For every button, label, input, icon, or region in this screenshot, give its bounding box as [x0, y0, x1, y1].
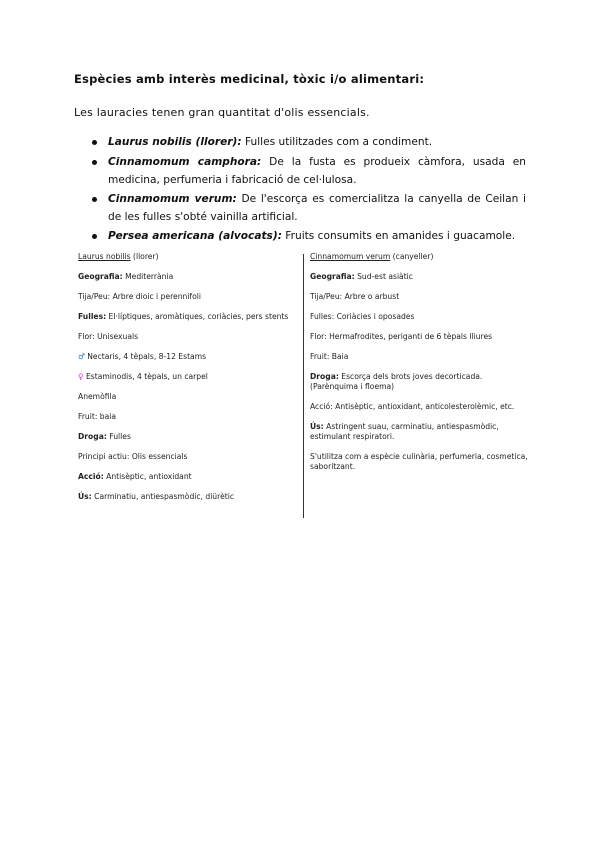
table-row [78, 352, 300, 362]
species-name [108, 136, 242, 148]
cinnamomum-column [310, 252, 528, 472]
bullet-icon [92, 160, 97, 165]
male-symbol-icon: ♂ [78, 352, 85, 361]
column-title [78, 252, 300, 262]
intro-paragraph: Les lauracies tenen gran quantitat d'olis essencials. [74, 106, 370, 119]
table-row [78, 472, 300, 482]
row-text: Nectaris, 4 tèpals, 8-12 Estams [84, 352, 207, 361]
row-text: Flor: Unisexuals [78, 332, 139, 341]
species-name-text: Persea americana (alvocats): [108, 229, 282, 242]
row-text: Tija/Peu: Arbre o arbust [310, 292, 400, 301]
row-text: Fulles [106, 432, 131, 441]
table-row [78, 292, 300, 302]
species-name-text: Cinnamomum camphora: [108, 155, 262, 168]
row-text: Antisèptic, antioxidant [103, 472, 192, 481]
table-row [78, 452, 300, 462]
table-row [310, 292, 528, 302]
row-text: Sud-est asiàtic [354, 272, 413, 281]
column-title-name: Laurus nobilis [78, 252, 131, 261]
table-row [78, 372, 300, 382]
species-name [108, 230, 282, 242]
row-text: Fruit: baia [78, 412, 117, 421]
species-name-text: Laurus nobilis (llorer): [108, 136, 242, 148]
list-item [92, 153, 526, 190]
table-row [78, 312, 300, 322]
bullet-icon [92, 234, 97, 239]
row-label: Ús: [78, 492, 92, 501]
table-row [310, 452, 528, 472]
table-row [310, 332, 528, 342]
row-text: Mediterrània [122, 272, 174, 281]
table-row [310, 372, 528, 392]
column-divider [303, 254, 304, 518]
table-row [78, 432, 300, 442]
row-text: Tija/Peu: Arbre dioic i perennifoli [78, 292, 201, 301]
bullet-icon [92, 140, 97, 145]
row-text: El·líptiques, aromàtiques, coriàcies, pers stents [106, 312, 289, 321]
species-name [108, 156, 261, 168]
comparison-table [78, 252, 528, 518]
species-name [108, 193, 237, 205]
row-label: Geografia: [310, 272, 355, 281]
list-item [92, 190, 526, 227]
female-symbol-icon: ♀ [78, 372, 84, 381]
column-title-name: Cinnamomum verum [310, 252, 391, 261]
row-text: Fulles: Coriàcies i oposades [310, 312, 415, 321]
species-description: De l'escorça es comercialitza la canyella de Ceilan i de les fulles s'obté vainilla artificial. [108, 192, 526, 223]
table-row [310, 312, 528, 322]
table-row [310, 422, 528, 442]
row-label: Fulles: [78, 312, 107, 321]
row-text: Anemòfila [78, 392, 117, 401]
species-description: De la fusta es produeix càmfora, usada en medicina, perfumeria i fabricació de cel·lulosa. [108, 155, 526, 186]
table-row [78, 332, 300, 342]
row-label: Droga: [78, 432, 107, 441]
row-text: S'utilitza com a espècie culinària, perfumeria, cosmetica, saboritzant. [310, 452, 528, 471]
column-title-suffix: (llorer) [130, 252, 159, 261]
row-label: Acció: [78, 472, 104, 481]
laurus-column [78, 252, 300, 502]
column-title-suffix: (canyeller) [390, 252, 434, 261]
row-label: Geografia: [78, 272, 123, 281]
table-row [310, 272, 528, 282]
column-title [310, 252, 528, 262]
table-row [78, 492, 300, 502]
list-item [92, 227, 526, 246]
row-label: Droga: [310, 372, 339, 381]
table-row [310, 402, 528, 412]
bullet-icon [92, 197, 97, 202]
species-description: Fulles utilitzades com a condiment. [241, 136, 433, 148]
table-row [78, 412, 300, 422]
list-item [92, 133, 526, 152]
row-text: Flor: Hermafrodites, periganti de 6 tèpals lliures [310, 332, 493, 341]
table-row [310, 352, 528, 362]
row-text: Estaminodis, 4 tèpals, un carpel [83, 372, 208, 381]
table-row [78, 392, 300, 402]
row-text: Acció: Antisèptic, antioxidant, anticolesterolèmic, etc. [310, 402, 515, 411]
row-text: Astringent suau, carminatiu, antiespasmòdic, estimulant respiratori. [310, 422, 499, 441]
row-text: Escorça dels brots joves decorticada. (Parènquima i floema) [310, 372, 483, 391]
section-heading: Espècies amb interès medicinal, tòxic i/o alimentari: [74, 72, 425, 86]
row-text: Carminatiu, antiespasmòdic, diürètic [91, 492, 235, 501]
row-text: Principi actiu: Olis essencials [78, 452, 188, 461]
row-label: Ús: [310, 422, 324, 431]
species-name-text: Cinnamomum verum: [108, 192, 237, 205]
species-list [92, 133, 526, 245]
row-text: Fruit: Baia [310, 352, 349, 361]
species-description: Fruits consumits en amanides i guacamole. [281, 229, 516, 242]
table-row [78, 272, 300, 282]
